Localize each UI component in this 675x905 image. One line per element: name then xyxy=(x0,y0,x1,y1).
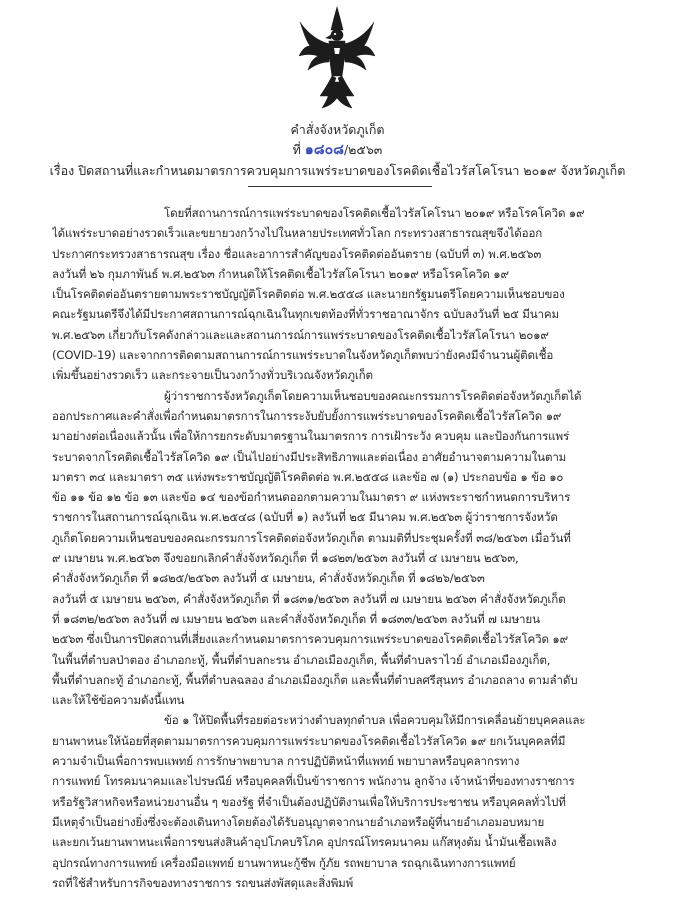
text-line: พ.ศ.๒๕๖๓ เกี่ยวกับโรคดังกล่าวและและสถานการณ์การแพร่ระบาดของโรคติดเชื้อไวรัสโคโรนา ๒๐๑๙ xyxy=(52,327,549,342)
text-line: หรือรัฐวิสาหกิจหรือหน่วยงานอื่น ๆ ของรัฐ ที่จำเป็นต้องปฏิบัติงานเพื่อให้บริการประชาชน หรือบุคคลทั่วไปที่ xyxy=(52,794,566,809)
text-line: ข้อ ๑ ให้ปิดพื้นที่รอยต่อระหว่างตำบลทุกตำบล เพื่อควบคุมให้มีการเคลื่อนย้ายบุคคลและ xyxy=(164,713,586,728)
text-line: ประกาศกระทรวงสาธารณสุข เรื่อง ชื่อและอาการสำคัญของโรคติดต่ออันตราย (ฉบับที่ ๓) พ.ศ.๒๕๖๓ xyxy=(52,246,542,261)
order-number-value: ๑๘๐๘ xyxy=(304,142,344,158)
paragraph-clause-1 xyxy=(52,710,672,893)
order-number-line xyxy=(0,139,675,161)
text-line: มาตรา ๓๔ และมาตรา ๓๕ แห่งพระราชบัญญัติโรคติดต่อ พ.ศ.๒๕๕๘ และข้อ ๗ (๑) ประกอบข้อ ๑ ข้อ ๑๐ xyxy=(52,469,564,484)
text-line: มีเหตุจำเป็นอย่างยิ่งซึ่งจะต้องเดินทางโดยต้องได้รับอนุญาตจากนายอำเภอหรือผู้ที่นายอำเภอมอบหมาย xyxy=(52,814,545,829)
order-number-prefix: ที่ xyxy=(292,142,301,157)
paragraph-preamble xyxy=(52,203,672,386)
text-line: ๒๕๖๓ ซึ่งเป็นการปิดสถานที่เสี่ยงและกำหนดมาตรการควบคุมการแพร่ระบาดของโรคติดเชื้อไวรัสโควิด ๑๙ xyxy=(52,632,568,647)
text-line: ภูเก็ตโดยความเห็นชอบของคณะกรรมการโรคติดต่อจังหวัดภูเก็ต ตามมติที่ประชุมครั้งที่ ๓๘/๒๕๖๓ เมื่อวันที่ xyxy=(52,530,571,545)
header-divider xyxy=(248,186,432,187)
text-line: ได้แพร่ระบาดอย่างรวดเร็วและขยายวงกว้างไปในหลายประเทศทั่วโลก กระทรวงสาธารณสุขจึงได้ออก xyxy=(52,226,543,241)
text-line: (COVID-19) และจากการติดตามสถานการณ์การแพร่ระบาดในจังหวัดภูเก็ตพบว่ายังคงมีจำนวนผู้ติดเชื้อ xyxy=(52,348,554,363)
text-line: เพิ่มขึ้นอย่างรวดเร็ว และกระจายเป็นวงกว้างทั่วบริเวณจังหวัดภูเก็ต xyxy=(52,368,373,383)
text-line: และยกเว้นยานพาหนะเพื่อการขนส่งสินค้าอุปโภคบริโภค อุปกรณ์โทรคมนาคม แก๊สหุงต้ม น้ำมันเชื้อเพลิง xyxy=(52,835,557,850)
text-line: ราชการในสถานการณ์ฉุกเฉิน พ.ศ.๒๕๔๘ (ฉบับที่ ๑) ลงวันที่ ๒๕ มีนาคม พ.ศ.๒๕๖๓ ผู้ว่าราชการจังหวัด xyxy=(52,510,558,525)
text-line: คณะรัฐมนตรีจึงได้มีประกาศสถานการณ์ฉุกเฉินในทุกเขตท้องที่ทั่วราชอาณาจักร ฉบับลงวันที่ ๒๕ มีนาคม xyxy=(52,307,560,322)
text-line: ยานพาหนะให้น้อยที่สุดตามมาตรการควบคุมการแพร่ระบาดของโรคติดเชื้อไวรัสโควิด ๑๙ ยกเว้นบุคคลที่มี xyxy=(52,733,566,748)
text-line: การแพทย์ โทรคมนาคมและไปรษณีย์ หรือบุคคลที่เป็นข้าราชการ พนักงาน ลูกจ้าง เจ้าหน้าที่ของทางราชการ xyxy=(52,774,575,789)
text-line: ออกประกาศและคำสั่งเพื่อกำหนดมาตรการในการระงับยับยั้งการแพร่ระบาดของโรคติดเชื้อไวรัสโควิด ๑๙ xyxy=(52,408,562,423)
text-line: มาอย่างต่อเนื่องแล้วนั้น เพื่อให้การยกระดับมาตรฐานในมาตรการ การเฝ้าระวัง ควบคุม และป้องกันการแพร่ xyxy=(52,429,570,444)
text-line: ผู้ว่าราชการจังหวัดภูเก็ตโดยความเห็นชอบของคณะกรรมการโรคติดต่อจังหวัดภูเก็ตได้ xyxy=(164,388,582,403)
text-line: ๙ เมษายน พ.ศ.๒๕๖๓ จึงขอยกเลิกคำสั่งจังหวัดภูเก็ต ที่ ๑๘๒๓/๒๕๖๓ ลงวันที่ ๔ เมษายน ๒๕๖๓, xyxy=(52,551,519,566)
text-line: คำสั่งจังหวัดภูเก็ต ที่ ๑๘๒๕/๒๕๖๓ ลงวันที่ ๕ เมษายน, คำสั่งจังหวัดภูเก็ต ที่ ๑๘๒๖/๒๕๖๓ xyxy=(52,571,485,586)
paragraph-governor-order xyxy=(52,386,672,711)
text-line: พื้นที่ตำบลกะทู้ อำเภอกะทู้, พื้นที่ตำบลฉลอง อำเภอเมืองภูเก็ต และพื้นที่ตำบลศรีสุนทร อำเภอถลาง ตามลำดับ xyxy=(52,672,578,687)
text-line: เป็นโรคติดต่ออันตรายตามพระราชบัญญัติโรคติดต่อ พ.ศ.๒๕๕๘ และนายกรัฐมนตรีโดยความเห็นชอบของ xyxy=(52,287,565,302)
order-subject: เรื่อง ปิดสถานที่และกำหนดมาตรการควบคุมการแพร่ระบาดของโรคติดเชื้อไวรัสโคโรนา ๒๐๑๙ จังหวัดภูเก็ต xyxy=(49,163,626,178)
text-line: ลงวันที่ ๒๖ กุมภาพันธ์ พ.ศ.๒๕๖๓ กำหนดให้โรคติดเชื้อไวรัสโคโรนา ๒๐๑๙ หรือโรคโควิด ๑๙ xyxy=(52,266,509,281)
text-line: โดยที่สถานการณ์การแพร่ระบาดของโรคติดเชื้อไวรัสโคโรนา ๒๐๑๙ หรือโรคโควิด ๑๙ xyxy=(164,206,585,220)
text-line: ความจำเป็นเพื่อการพบแพทย์ การรักษาพยาบาล การปฏิบัติหน้าที่แพทย์ พยาบาลหรือบุคลากรทาง xyxy=(52,754,520,769)
text-line: ลงวันที่ ๕ เมษายน ๒๕๖๓, คำสั่งจังหวัดภูเก็ต ที่ ๑๘๓๑/๒๕๖๓ ลงวันที่ ๗ เมษายน ๒๕๖๓ คำสั่งจังหวัดภูเก็ต xyxy=(52,591,566,606)
text-line: รถที่ใช้สำหรับการกิจของทางราชการ รถขนส่งพัสดุและสิ่งพิมพ์ xyxy=(52,875,354,890)
text-line: ข้อ ๑๑ ข้อ ๑๒ ข้อ ๑๓ และข้อ ๑๔ ของข้อกำหนดออกตามความในมาตรา ๙ แห่งพระราชกำหนดการบริหาร xyxy=(52,490,571,505)
document-body xyxy=(52,203,672,893)
order-number-year: /๒๕๖๓ xyxy=(343,142,383,157)
order-title: คำสั่งจังหวัดภูเก็ต xyxy=(290,122,385,137)
text-line: ที่ ๑๘๓๒/๒๕๖๓ ลงวันที่ ๗ เมษายน ๒๕๖๓ และคำสั่งจังหวัดภูเก็ต ที่ ๑๘๓๓/๒๕๖๓ ลงวันที่ ๗ เมษายน xyxy=(52,611,540,626)
garuda-emblem-icon xyxy=(296,4,378,112)
text-line: ระบาดจากโรคติดเชื้อไวรัสโควิด ๑๙ เป็นไปอย่างมีประสิทธิภาพและต่อเนื่อง อาศัยอำนาจตามความในตาม xyxy=(52,449,567,464)
text-line: อุปกรณ์ทางการแพทย์ เครื่องมือแพทย์ ยานพาหนะกู้ชีพ กู้ภัย รถพยาบาล รถฉุกเฉินทางการแพทย์ xyxy=(52,855,516,870)
text-line: ในพื้นที่ตำบลป่าตอง อำเภอกะทู้, พื้นที่ตำบลกะรน อำเภอเมืองภูเก็ต, พื้นที่ตำบลราไวย์ อำเภอเมืองภูเก็ต, xyxy=(52,652,551,667)
text-line: และให้ใช้ข้อความดังนี้แทน xyxy=(52,693,185,708)
